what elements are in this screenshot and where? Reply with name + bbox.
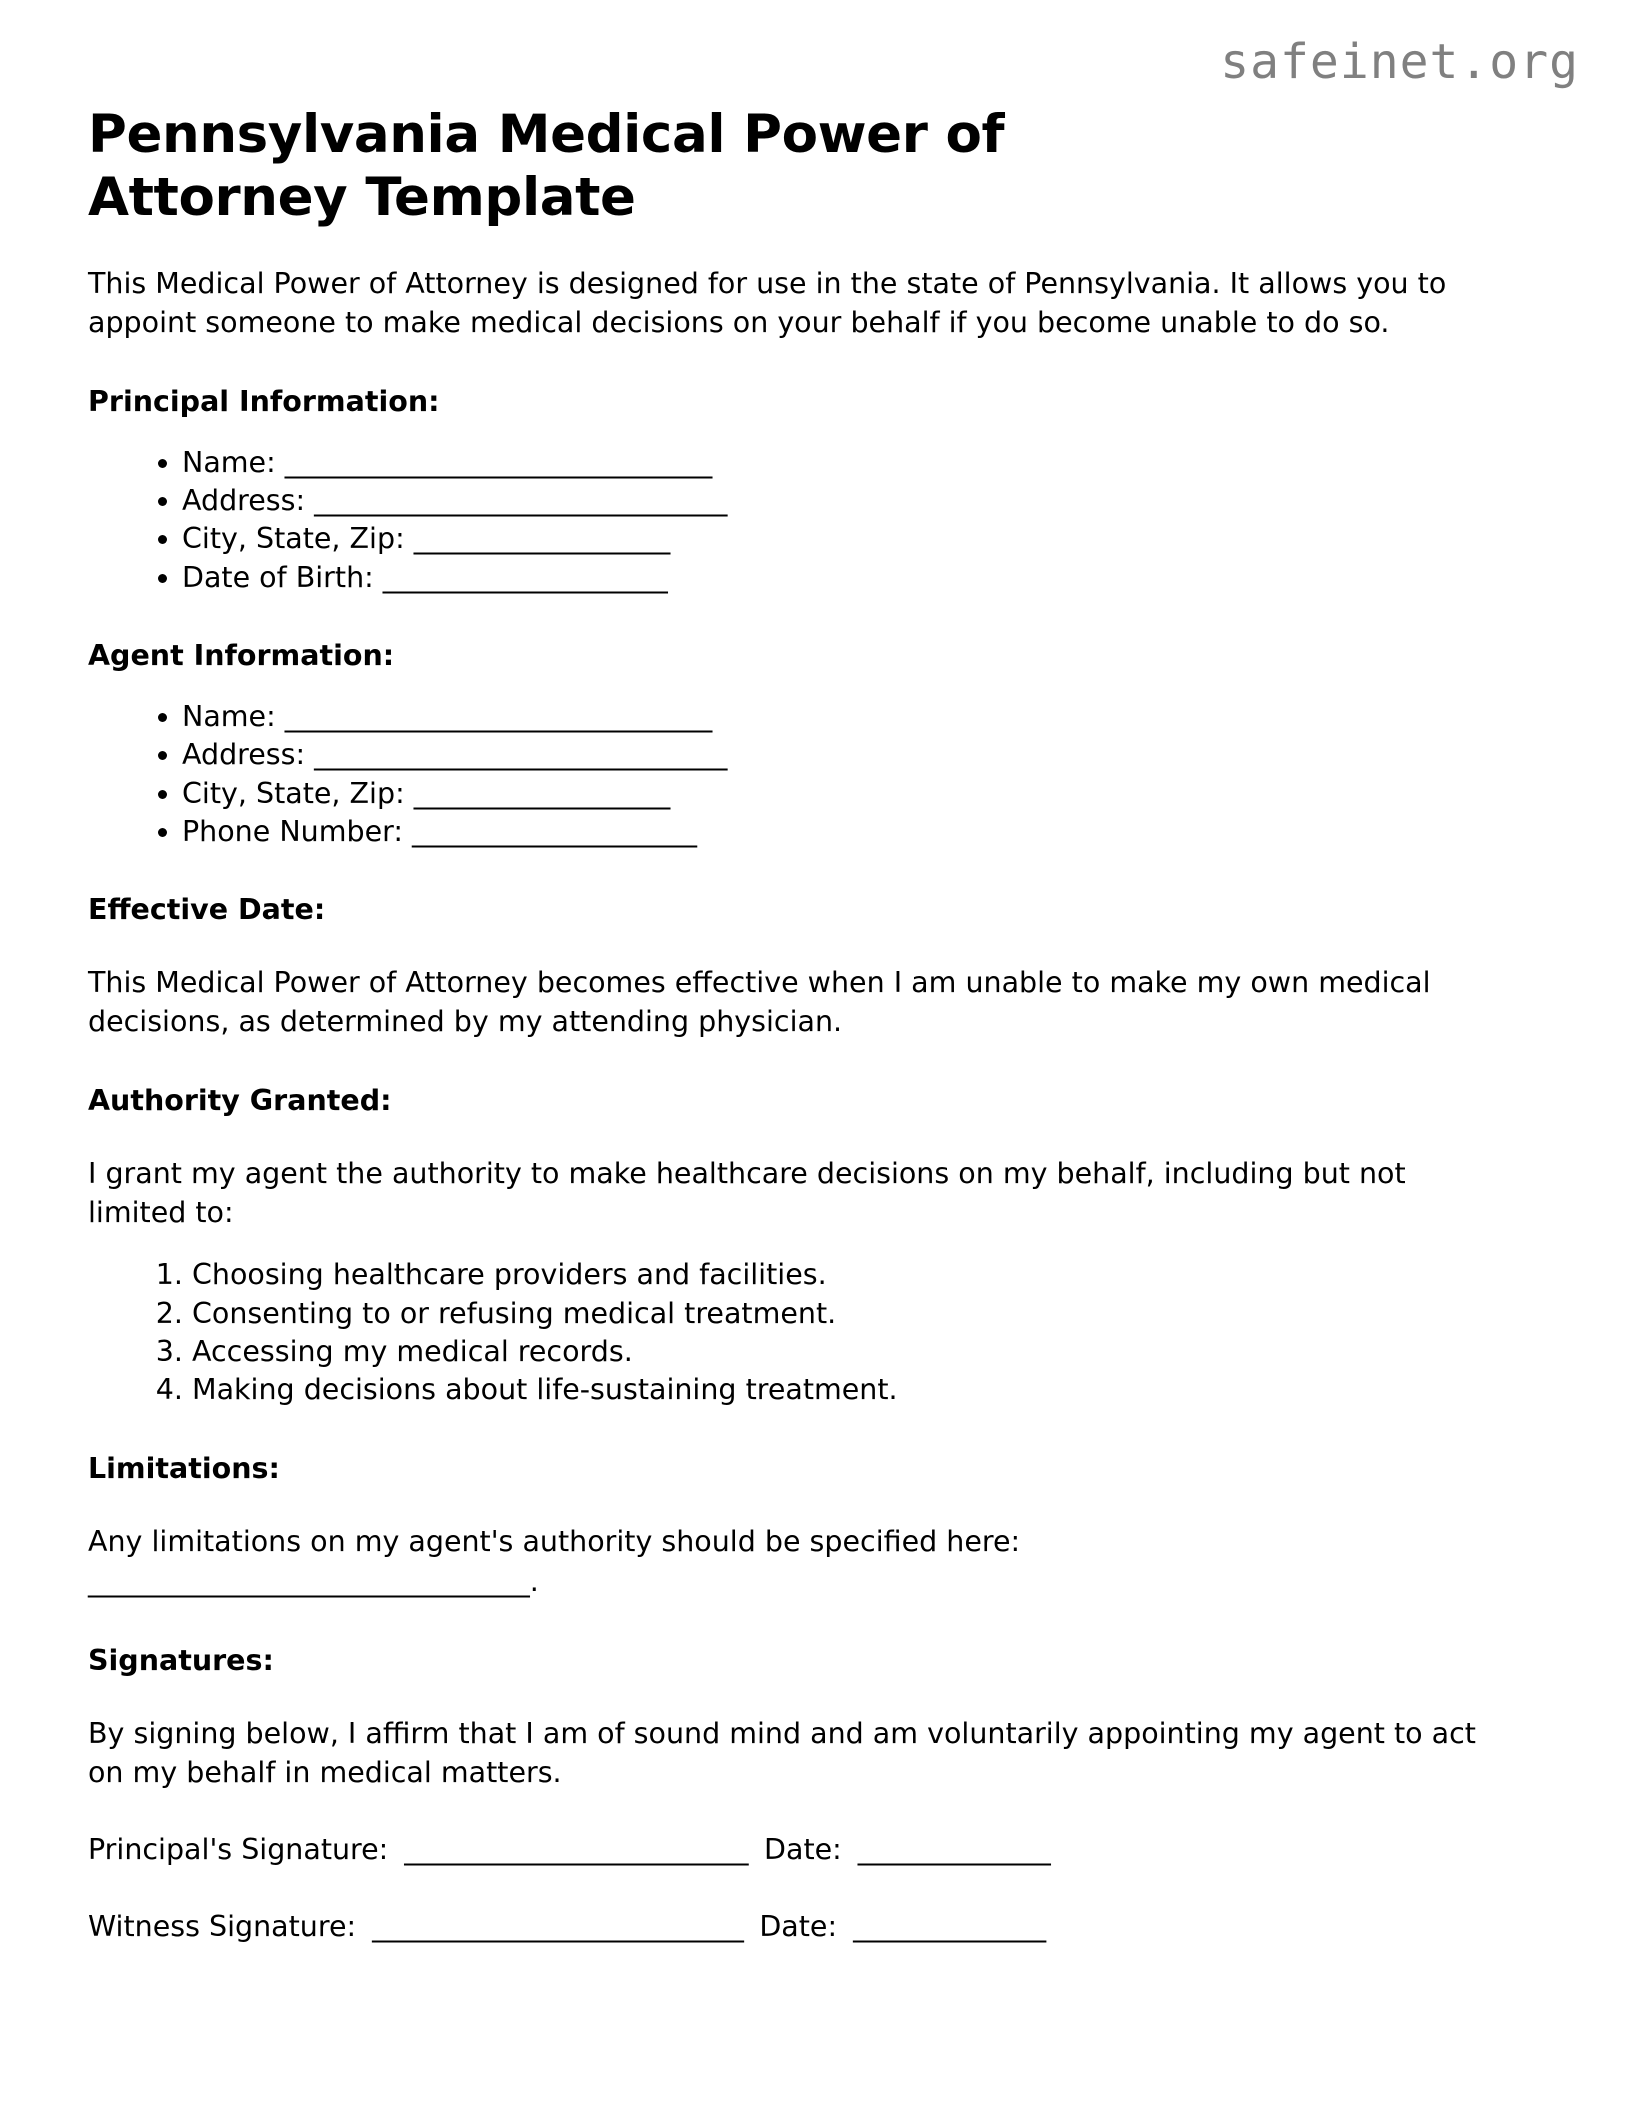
list-item: 1. Choosing healthcare providers and facilities. [192, 1256, 1558, 1294]
section-heading-effective-date: Effective Date: [88, 893, 326, 927]
principal-signature-label: Principal's Signature: [88, 1832, 389, 1866]
principal-signature-blank: _________________________ [404, 1832, 749, 1866]
witness-date-label: Date: [759, 1909, 838, 1943]
list-item: • City, State, Zip: __________________ [182, 520, 1558, 558]
list-item: 2. Consenting to or refusing medical treatment. [192, 1295, 1558, 1333]
effective-date-paragraph: This Medical Power of Attorney becomes effective when I am unable to make my own medical decisions, as determined by my attending physician. [88, 966, 1431, 1039]
list-item: • City, State, Zip: __________________ [182, 775, 1558, 813]
principal-information-field-list [88, 444, 1558, 597]
authority-granted-list [88, 1256, 1558, 1409]
witness-signature-blank: ___________________________ [372, 1909, 744, 1943]
limitations-blank-line: _______________________________. [88, 1565, 539, 1599]
list-item: • Date of Birth: ____________________ [182, 559, 1558, 597]
section-heading-limitations: Limitations: [88, 1451, 280, 1485]
signature-affirmation-paragraph: By signing below, I affirm that I am of sound mind and am voluntarily appointing my agent to act on my behalf in medical matters. [88, 1717, 1476, 1790]
site-watermark: safeinet.org [1220, 34, 1579, 90]
witness-signature-row [88, 1908, 1558, 1947]
list-item: 4. Making decisions about life-sustaining treatment. [192, 1371, 1558, 1409]
list-item: • Address: _____________________________ [182, 736, 1558, 774]
document-body [88, 104, 1558, 1946]
limitations-paragraph: Any limitations on my agent's authority should be specified here: [88, 1524, 1021, 1558]
section-heading-authority-granted: Authority Granted: [88, 1083, 392, 1117]
principal-date-label: Date: [764, 1832, 842, 1866]
section-heading-principal-information: Principal Information: [88, 384, 440, 418]
agent-information-field-list [88, 698, 1558, 851]
list-item: • Name: ______________________________ [182, 698, 1558, 736]
section-heading-agent-information: Agent Information: [88, 638, 395, 672]
section-heading-signatures: Signatures: [88, 1644, 274, 1678]
list-item: • Name: ______________________________ [182, 444, 1558, 482]
principal-signature-row [88, 1831, 1558, 1870]
intro-paragraph: This Medical Power of Attorney is designed for use in the state of Pennsylvania. It allows you to appoint someone to make medical decisions on your behalf if you become unable to do so. [88, 267, 1447, 339]
list-item: 3. Accessing my medical records. [192, 1333, 1558, 1371]
witness-date-blank: ______________ [853, 1909, 1046, 1943]
witness-signature-label: Witness Signature: [88, 1909, 357, 1943]
principal-date-blank: ______________ [857, 1832, 1051, 1866]
page-title: Pennsylvania Medical Power of Attorney Template [88, 104, 1005, 228]
list-item: • Phone Number: ____________________ [182, 813, 1558, 851]
list-item: • Address: _____________________________ [182, 482, 1558, 520]
authority-granted-intro-paragraph: I grant my agent the authority to make healthcare decisions on my behalf, including but not limited to: [88, 1156, 1406, 1229]
